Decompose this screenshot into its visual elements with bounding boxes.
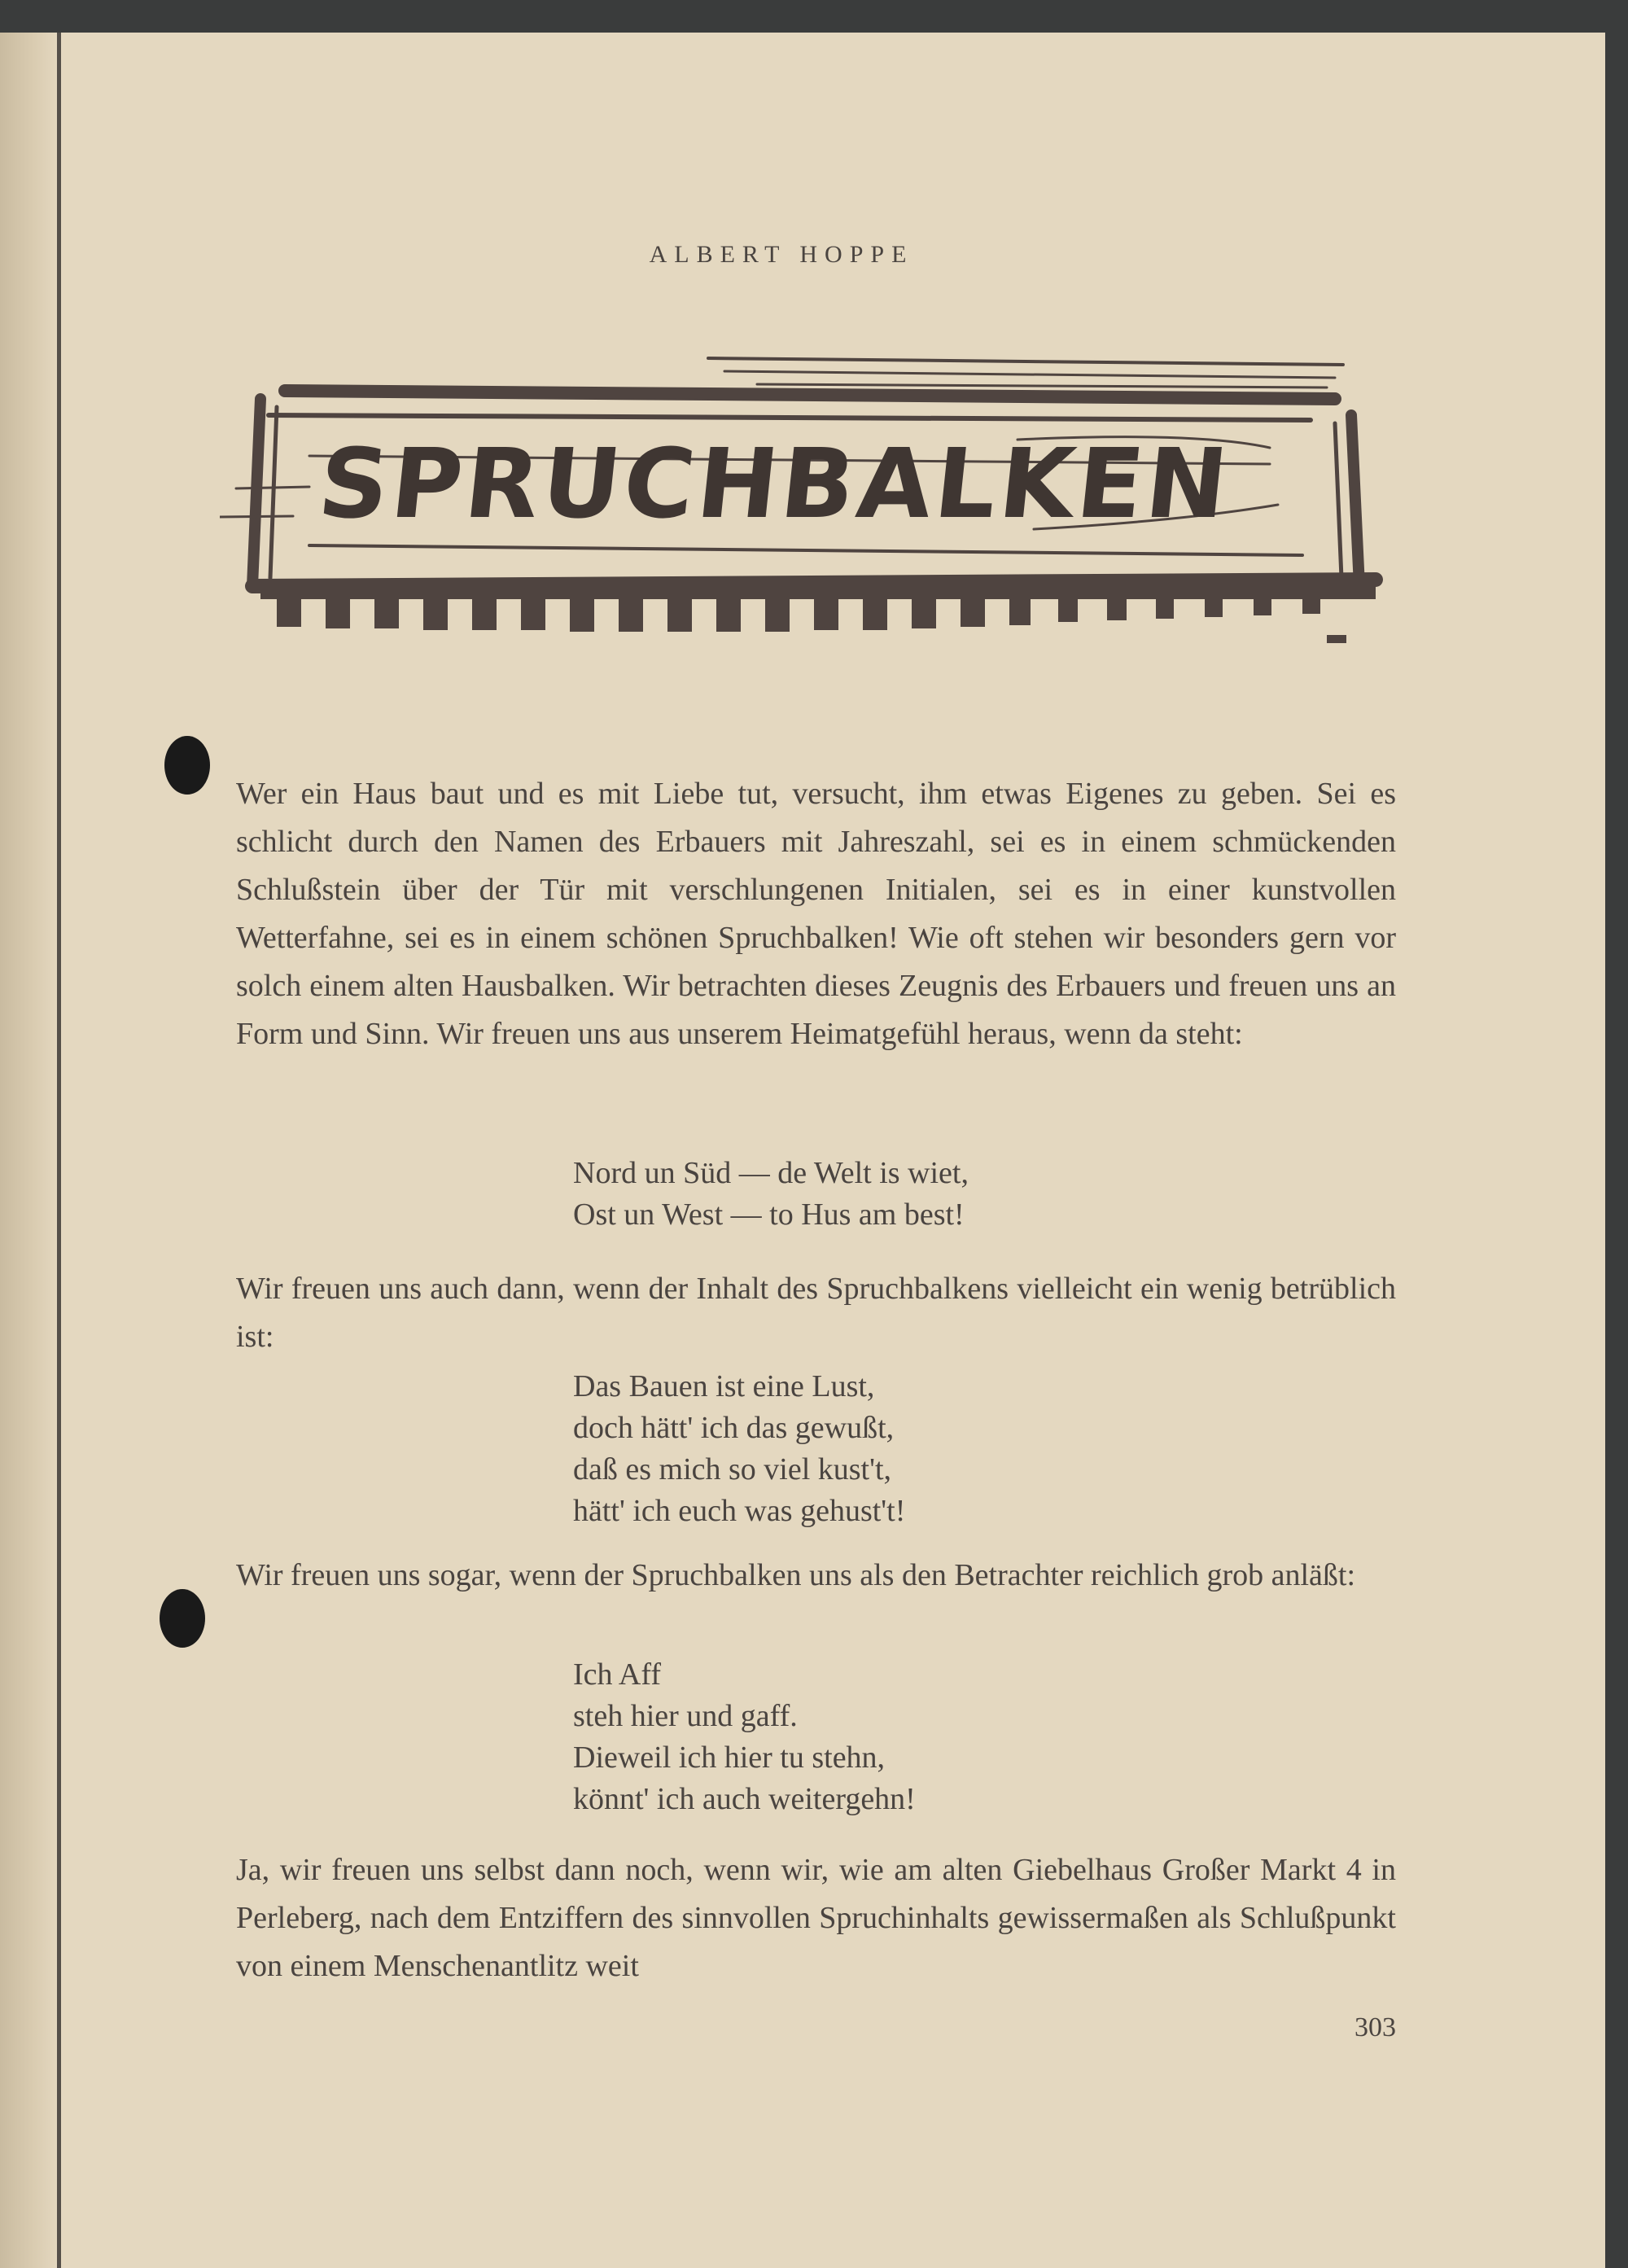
verse-line: Das Bauen ist eine Lust, [573, 1369, 875, 1403]
binding-shadow [0, 33, 59, 2268]
verse-bauen [573, 1366, 1224, 1532]
verse-line: könnt' ich auch weitergehn! [573, 1782, 916, 1816]
spruchbalken-title-text: SPRUCHBALKEN [313, 427, 1236, 540]
verse-line: daß es mich so viel kust't, [573, 1452, 892, 1486]
verse-line: doch hätt' ich das gewußt, [573, 1411, 895, 1445]
verse-line: Ich Aff [573, 1657, 661, 1692]
verse-line: Nord un Süd — de Welt is wiet, [573, 1156, 969, 1190]
binding-edge [57, 33, 61, 2268]
verse-line: Dieweil ich hier tu stehn, [573, 1740, 886, 1775]
spruchbalken-title-drawing [220, 342, 1392, 651]
verse-nord-sued [573, 1153, 1224, 1236]
punch-hole-top [164, 736, 210, 795]
verse-line: hätt' ich euch was gehust't! [573, 1494, 906, 1528]
paragraph-intro: Wer ein Haus baut und es mit Liebe tut, versucht, ihm etwas Eigenes zu geben. Sei es schlicht durch den Namen des Erbauers mit Jahreszahl, sei es in einem schmückenden Schlußstein über der Tür mit verschlungenen Initialen, sei es in einer kunstvollen Wetterfahne, sei es in einem schönen Spruchbalken! Wie oft stehen wir besonders gern vor solch einem alten Hausbalken. Wir betrachten dieses Zeugnis des Erbauers und freuen uns an Form und Sinn. Wir freuen uns aus unserem Heimatgefühl heraus, wenn da steht: [236, 777, 1396, 1051]
verse-line: Ost un West — to Hus am best! [573, 1197, 965, 1232]
page-number: 303 [1354, 2012, 1396, 2043]
punch-hole-bottom [160, 1589, 205, 1648]
verse-line: steh hier und gaff. [573, 1699, 798, 1733]
paragraph-grob: Wir freuen uns sogar, wenn der Spruchbalken uns als den Betrachter reichlich grob anläßt: [236, 1558, 1356, 1592]
verse-aff [573, 1654, 1224, 1820]
author-name: ALBERT HOPPE [649, 241, 914, 268]
paragraph-betruebt: Wir freuen uns auch dann, wenn der Inhalt des Spruchbalkens vielleicht ein wenig betrüblich ist: [236, 1272, 1396, 1354]
paragraph-perleberg: Ja, wir freuen uns selbst dann noch, wenn wir, wie am alten Giebelhaus Großer Markt 4 in Perleberg, nach dem Entziffern des sinnvollen Spruchinhalts gewissermaßen als Schlußpunkt von einem Menschenantlitz weit [236, 1853, 1396, 1983]
